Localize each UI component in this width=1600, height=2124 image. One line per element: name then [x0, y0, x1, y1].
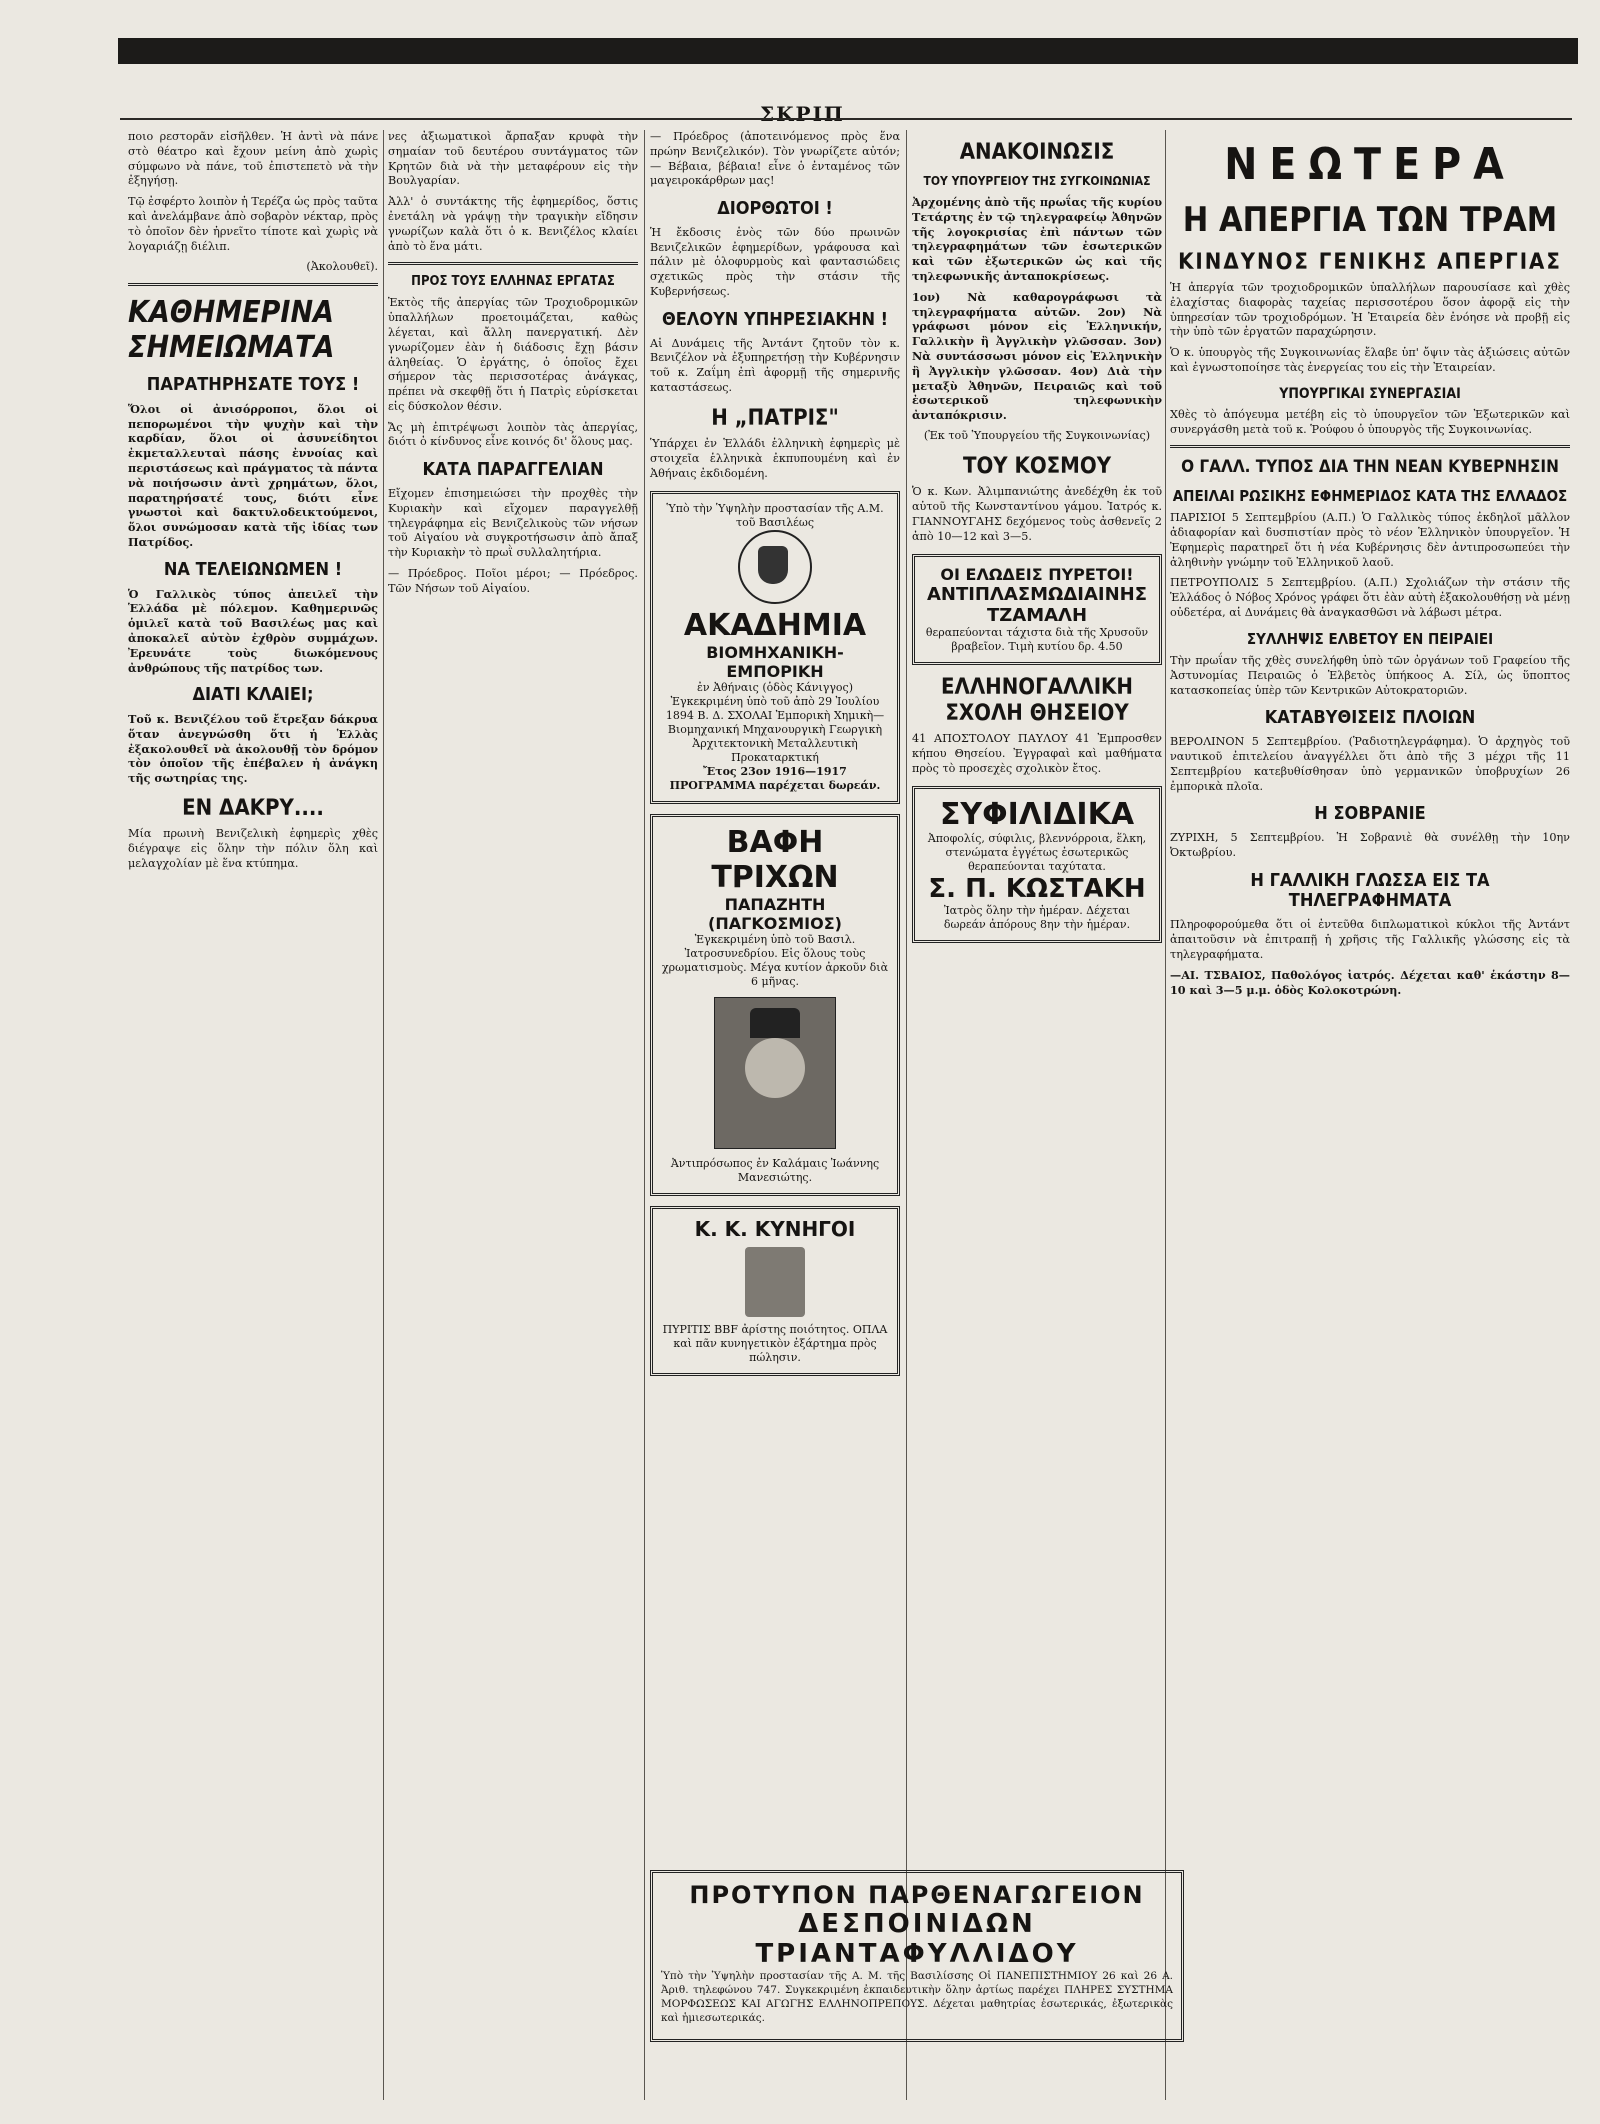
column-1 [128, 130, 378, 878]
headline: Ο ΓΑΛΛ. ΤΥΠΟΣ ΔΙΑ ΤΗΝ ΝΕΑΝ ΚΥΒΕΡΝΗΣΙΝ [1181, 457, 1559, 478]
ad-text: ἐν Ἀθήναις (ὁδὸς Κάνιγγος) Ἐγκεκριμένη ὑπὸ τοῦ ἀπὸ 29 Ἰουλίου 1894 Β. Δ. ΣΧΟΛΑΙ Ἐμπορικὴ Χημικὴ—Βιομηχανική Μηχανουργικὴ Γεωργικὴ Ἀρχιτεκτονικὴ Μεταλλευτικὴ Προκαταρκτική [665, 681, 885, 765]
article-text: Ἡ ἔκδοσις ἑνὸς τῶν δύο πρωινῶν Βενιζελικῶν ἐφημερίδων, γράφουσα καὶ πάλιν μὲ ὁλοφυρμοὺς καὶ φαντασιώδεις σχετικῶς πρὸς τὴν στάσιν τῆς Κυβερνήσεως. [650, 225, 900, 299]
article-text: Ἀλλ' ὁ συντάκτης τῆς ἐφημερίδος, ὅστις ἐνετάλη νὰ γράψῃ τὴν τραγικὴν εἴδησιν γνωρίζων καλὰ ὅτι ὁ κ. Βενιζέλος κλαίει ἀπὸ τὸ ἕνα μάτι. [388, 195, 638, 253]
academy-advertisement [650, 491, 900, 804]
ad-title: ΟΙ ΕΛΩΔΕΙΣ ΠΥΡΕΤΟΙ! [940, 565, 1134, 585]
headline: ΕΝ ΔΑΚΡΥ.... [182, 795, 324, 821]
headline: ΤΟΥ ΚΟΣΜΟΥ [962, 453, 1112, 479]
masthead: ΣΚΡΙΠ [760, 102, 845, 126]
column-2 [388, 130, 638, 603]
clinic-advertisement [912, 786, 1162, 943]
headline: ΑΠΕΙΛΑΙ ΡΩΣΙΚΗΣ ΕΦΗΜΕΡΙΔΟΣ ΚΑΤΑ ΤΗΣ ΕΛΛΑΔΟΣ [1172, 487, 1568, 505]
main-banner-title: ΝΕΩΤΕΡΑ [1224, 139, 1516, 190]
headline: ΚΑΤΑ ΠΑΡΑΓΓΕΛΙΑΝ [422, 459, 604, 481]
ad-text: Ἐγκεκριμένη ὑπὸ τοῦ Βασιλ. Ἰατροσυνεδρίου. Εἰς ὅλους τοὺς χρωματισμοὺς. Μέγα κυτίον ἀρκοῦν διὰ 6 μῆνας. [661, 933, 889, 989]
ad-title: ΑΚΑΔΗΜΙΑ [683, 608, 867, 644]
girls-school-advertisement [650, 1870, 1184, 2042]
article-text: νες ἀξιωματικοὶ ἄρπαξαν κρυφὰ τὴν σημαίαν τοῦ δευτέρου συντάγματος τῶν Κρητῶν διὰ νὰ τὴν μεταφέρουν εἰς τὴν Βουλγαρίαν. [388, 130, 638, 188]
main-subheadline: ΚΙΝΔΥΝΟΣ ΓΕΝΙΚΗΣ ΑΠΕΡΓΙΑΣ [1178, 249, 1562, 275]
article-text: Χθὲς τὸ ἀπόγευμα μετέβη εἰς τὸ ὑπουργεῖον τῶν Ἐξωτερικῶν καὶ συνεργάσθη μετὰ τοῦ κ. Ῥούφου ὁ ὑπουργὸς τῆς Συγκοινωνίας. [1170, 407, 1570, 436]
ad-title: ΒΑΦΗ ΤΡΙΧΩΝ [711, 825, 839, 896]
section-title: ΚΑΘΗΜΕΡΙΝΑ ΣΗΜΕΙΩΜΑΤΑ [128, 295, 335, 365]
ad-title: ΠΡΟΤΥΠΟΝ ΠΑΡΘΕΝΑΓΩΓΕΙΟΝ [689, 1881, 1145, 1909]
column-divider [1165, 130, 1166, 2100]
article-text: —ΑΙ. ΤΣΒΑΙΟΣ, Παθολόγος ἰατρός. Δέχεται καθ' ἑκάστην 8—10 καὶ 3—5 μ.μ. ὁδὸς Κολοκοτρώνη. [1170, 968, 1570, 998]
ad-title: ΣΥΦΙΛΙΔΙΚΑ [939, 797, 1135, 833]
article-text: Αἱ Δυνάμεις τῆς Ἀντάντ ζητοῦν τὸν κ. Βενιζέλον νὰ ἐξυπηρετήσῃ τὴν Κυβέρνησιν τοῦ κ. Ζαΐμη ἐπὶ ἀφορμῇ τῆς σημερινῆς καταστάσεως. [650, 336, 900, 394]
header-rule [120, 118, 1572, 120]
column-5 [1170, 130, 1570, 1004]
section-rule [1170, 445, 1570, 448]
ad-text: θεραπεύονται τάχιστα διὰ τῆς Χρυσοῦν βραβεῖον. Τιμὴ κυτίου δρ. 4.50 [925, 626, 1149, 654]
article-text: ΠΑΡΙΣΙΟΙ 5 Σεπτεμβρίου (Α.Π.) Ὁ Γαλλικὸς τύπος ἐκδηλοῖ μᾶλλον ἀδιαφορίαν καὶ δυσπιστίαν πρὸς τὸ νέον Ἑλληνικὸν ὑπουργεῖον. Ἡ Ἐφημερὶς παρατηρεῖ ὅτι ἡ νέα Κυβέρνησις δὲν ἀντιπροσωπεύει τὴν ἀληθινὴν γνώμην τοῦ Ἑλληνικοῦ λαοῦ. [1170, 511, 1570, 569]
headline: ΣΥΛΛΗΨΙΣ ΕΛΒΕΤΟΥ ΕΝ ΠΕΙΡΑΙΕΙ [1246, 629, 1494, 648]
article-text: 41 ΑΠΟΣΤΟΛΟΥ ΠΑΥΛΟΥ 41 Ἐμπροσθεν κήπου Θησείου. Ἐγγραφαὶ καὶ μαθήματα πρὸς τὸ προσεχὲς σχολικὸν ἔτος. [912, 731, 1162, 775]
ad-text: Ὑπὸ τὴν Ὑψηλὴν προστασίαν τῆς Α. Μ. τῆς Βασιλίσσης Οἱ ΠΑΝΕΠΙΣΤΗΜΙΟΥ 26 καὶ 26 Α. Ἀριθ. τηλεφώνου 747. Συγκεκριμένη ἐκπαιδευτικὴν ὅλην ἀρτίως παρέχει ΠΛΗΡΕΣ ΣΥΣΤΗΜΑ ΜΟΡΦΩΣΕΩΣ ΚΑΙ ΑΓΩΓΗΣ ΕΛΛΗΝΟΠΡΕΠΟΥΣ. Δέχεται μαθητρίας ἐσωτερικάς, ἐξωτερικὰς καὶ ἡμιεσωτερικάς. [661, 1970, 1173, 2024]
article-text: Ὁ κ. Κων. Ἀλιμπανιώτης ἀνεδέχθη ἐκ τοῦ αὐτοῦ τῆς Κωνσταντίνου γάμου. Ἰατρός κ. ΓΙΑΝΝΟΥΓΑΗΣ δεχόμενος τοὺς ἀσθενεῖς 2 ἀπὸ 10—12 καὶ 3—5. [912, 485, 1162, 543]
article-text: Τὴν πρωΐαν τῆς χθὲς συνελήφθη ὑπὸ τῶν ὀργάνων τοῦ Γραφείου τῆς Ἀστυνομίας Πειραιῶς ὁ Ἑλβετὸς ὑπήκοος Α. Σίλ, ὡς ὕποπτος κατασκοπείας ὑπὲρ τῶν Κεντρικῶν Αὐτοκρατοριῶν. [1170, 654, 1570, 697]
ad-text: Ὑπὸ τὴν Ὑψηλὴν προστασίαν τῆς Α.Μ. τοῦ Βασιλέως [666, 502, 884, 530]
ad-title: Σ. Π. ΚΩΣΤΑΚΗ [928, 874, 1146, 905]
ad-title: ΔΕΣΠΟΙΝΙΔΩΝ ΤΡΙΑΝΤΑΦΥΛΛΙΔΟΥ [755, 1909, 1079, 1969]
article-text: Ὑπάρχει ἐν Ἑλλάδι ἑλληνικὴ ἐφημερὶς μὲ στοιχεῖα ἑλληνικὰ ἐκπυπουμένη καὶ ἐν Ἀθήναις ἐκδιδομένη. [650, 437, 900, 480]
article-text: Εἴχομεν ἐπισημειώσει τὴν προχθὲς τὴν Κυριακὴν καὶ εἴχομεν παραγγελθῇ τηλεγράφημα εἰς Βενιζελικοὺς τῶν νήσων τοῦ Αἰγαίου νὰ συγκροτήσωσιν ἀπὸ ἄπαξ τὴν Κυριακὴν τὸ πρωῒ συλλαλητήρια. [388, 486, 638, 560]
ad-text: ΠΥΡΙΤΙΣ BBF ἀρίστης ποιότητος. ΟΠΛΑ καὶ πᾶν κυνηγετικὸν ἐξάρτημα πρὸς πώλησιν. [662, 1323, 888, 1365]
top-banner-bar [118, 38, 1578, 64]
article-text: ΠΕΤΡΟΥΠΟΛΙΣ 5 Σεπτεμβρίου. (Α.Π.) Σχολιάζων τὴν στάσιν τῆς Ἑλλάδος ὁ Νόβος Χρόνος γράφει ὅτι ἐὰν αὐτὴ ἐξακολουθήσῃ νὰ μένῃ οὐδετέρα, αἱ Δυνάμεις θὰ ἀναγκασθῶσι νὰ λάβωσι μέτρα. [1170, 576, 1570, 620]
column-divider [644, 130, 645, 2100]
headline: ΚΑΤΑΒΥΘΙΣΕΙΣ ΠΛΟΙΩΝ [1264, 707, 1476, 729]
article-text: Τοῦ κ. Βενιζέλου τοῦ ἔτρεξαν δάκρυα ὅταν ἀνεγνώσθη ὅτι ἡ Ἑλλὰς ἐξακολουθεῖ νὰ ἀκολουθῇ τὸν δρόμον τὸν ὁποῖον τῆς ἐπέβαλεν ἡ ἀνάγκη τῆς σωτηρίας της. [128, 711, 378, 786]
article-text: Ἄς μὴ ἐπιτρέψωσι λοιπὸν τὰς ἀπεργίας, διότι ὁ κίνδυνος εἶνε κοινός δι' ὅλους μας. [388, 420, 638, 449]
article-text: Μία πρωινὴ Βενιζελικὴ ἐφημερὶς χθὲς διέγραψε εἰς ὅλην τὴν πόλιν ὅλη καὶ μελαγχολίαν μὲ ἕνα κτύπημα. [128, 827, 378, 870]
hunters-advertisement [650, 1206, 900, 1376]
portrait-illustration [714, 997, 836, 1149]
section-rule [128, 283, 378, 286]
subheadline: ΤΟΥ ΥΠΟΥΡΓΕΙΟΥ ΤΗΣ ΣΥΓΚΟΙΝΩΝΙΑΣ [923, 174, 1151, 189]
article-text: Ἀρχομένης ἀπὸ τῆς πρωΐας τῆς κυρίου Τετάρτης ἐν τῷ τηλεγραφείῳ Ἀθηνῶν τῆς λογοκρισίας ἐπὶ πάντων τῶν τηλεγραφημάτων τῶν ἐσωτερικῶν καὶ τῶν ἐξωτερικῶν ὡς καὶ τῆς τηλεφωνικῆς ἀνταποκρίσεως. [912, 195, 1162, 284]
article-text: ΒΕΡΟΛΙΝΟΝ 5 Σεπτεμβρίου. (Ῥαδιοτηλεγράφημα). Ὁ ἀρχηγὸς τοῦ ναυτικοῦ ἐπιτελείου ἀναγγέλλει ὅτι ἀπὸ τῆς 3 μέχρι τῆς 11 Σεπτεμβρίου κατεβυθίσθησαν ὑπὸ γερμανικῶν ὑποβρυχίων 26 ἐμπορικὰ πλοῖα. [1170, 735, 1570, 793]
article-text: ΖΥΡΙΧΗ, 5 Σεπτεμβρίου. Ἡ Σοβρανιὲ θὰ συνέλθῃ τὴν 10ην Ὀκτωβρίου. [1170, 831, 1570, 859]
headline: ΘΕΛΟΥΝ ΥΠΗΡΕΣΙΑΚΗΝ ! [661, 308, 889, 330]
article-text: 1ον) Νὰ καθαρογράφωσι τὰ τηλεγραφήματα αὐτῶν. 2ον) Νὰ γράφωσι μόνον εἰς Ἑλληνικήν, Γαλλικὴν ἢ Ἀγγλικὴν γλῶσσαν. 3ον) Νὰ συντάσσωσι μόνον εἰς Ἑλληνικὴν ἢ Ἀγγλικὴν γλῶσσαν. 4ον) Διὰ τὴν μεταξὺ Ἀθηνῶν, Πειραιῶς καὶ τοῦ ἐσωτερικοῦ τηλεφωνικὴν ἀνταπόκρισιν. [912, 289, 1162, 423]
article-text: Πληροφορούμεθα ὅτι οἱ ἐντεῦθα διπλωματικοὶ κύκλοι τῆς Ἀντάντ ἀπαιτοῦσιν νὰ ἐπιτραπῇ ἡ χρῆσις τῆς Γαλλικῆς γλώσσης εἰς τὰ τηλεγραφήματα. [1170, 918, 1570, 961]
column-divider [906, 130, 907, 2100]
headline: ΔΙΟΡΘΩΤΟΙ ! [717, 198, 833, 220]
column-3 [650, 130, 900, 1386]
hunter-illustration [745, 1247, 805, 1317]
headline: Η ΣΟΒΡΑΝΙΕ [1314, 803, 1426, 825]
ad-text: Ἀποφολίς, σύφιλις, βλεννόρροια, ἕλκη, στενώματα ἐγγέτως ἐσωτερικῶς θεραπεύονται ταχύτατα. [927, 832, 1147, 874]
source-note: (Ἐκ τοῦ Ὑπουργείου τῆς Συγκοινωνίας) [923, 429, 1151, 443]
headline: Η „ΠΑΤΡΙΣ" [711, 405, 839, 431]
headline: ΔΙΑΤΙ ΚΛΑΙΕΙ; [192, 684, 314, 706]
headline: ΠΡΟΣ ΤΟΥΣ ΕΛΛΗΝΑΣ ΕΡΓΑΤΑΣ [411, 274, 615, 290]
headline: ΥΠΟΥΡΓΙΚΑΙ ΣΥΝΕΡΓΑΣΙΑΙ [1279, 385, 1461, 402]
ad-subtitle: ΠΑΠΑΖΗΤΗ (ΠΑΓΚΟΣΜΙΟΣ) [708, 895, 842, 934]
article-text: Ὁ Γαλλικὸς τύπος ἀπειλεῖ τὴν Ἑλλάδα μὲ πόλεμον. Καθημερινῶς ὁμιλεῖ κατὰ τοῦ Βασιλέως μας καὶ ἀποκαλεῖ αὐτὸν ἐχθρὸν συμμάχων. Ἐρευνάτε τοὺς διωκόμενους ἀνθρώπους τῆς πατρίδος των. [128, 586, 378, 675]
ad-text: Ἰατρὸς ὅλην τὴν ἡμέραν. Δέχεται δωρεάν ἀπόρους 8ην τὴν ἡμέραν. [943, 904, 1131, 932]
hair-dye-advertisement [650, 814, 900, 1196]
section-rule [388, 262, 638, 265]
ad-subtitle: ΒΙΟΜΗΧΑΝΙΚΗ-ΕΜΠΟΡΙΚΗ [706, 643, 844, 682]
continued-note: (Ἀκολουθεῖ). [306, 260, 378, 274]
ad-title: ΑΝΤΙΠΛΑΣΜΩΔΙΑΙΝΗΣ ΤΖΑΜΑΛΗ [926, 584, 1148, 627]
column-4 [912, 130, 1162, 953]
ad-title: Κ. Κ. ΚΥΝΗΓΟΙ [694, 1217, 856, 1242]
article-text: — Πρόεδρος (ἀποτεινόμενος πρὸς ἕνα πρώην Βενιζελικόν). Τὸν γνωρίζετε αὐτόν; — Βέβαια, βέβαια! εἶνε ὁ ἐνταμένος τῶν μαγειροκάρθρων μας! [650, 130, 900, 188]
article-text: Ἐκτὸς τῆς ἀπεργίας τῶν Τροχιοδρομικῶν ὑπαλλήλων προετοιμάζεται, καθὼς λέγεται, καὶ ἄλλη πανεργατική. Δὲν γνωρίζομεν ἐὰν ἡ διάδοσις ἔχῃ βάσιν ἀληθείας. Ὁ ἐργάτης, ὁ ὁποῖος ἔχει σήμερον τὰς περισσοτέρας ἀνάγκας, πρέπει νὰ σκεφθῇ ὅτι ἡ Πατρὶς εὑρίσκεται εἰς δύσκολον θέσιν. [388, 296, 638, 413]
ad-text: Ἔτος 23ον 1916—1917 ΠΡΟΓΡΑΜΜΑ παρέχεται δωρεάν. [669, 765, 881, 793]
fever-remedy-advertisement [912, 554, 1162, 665]
article-text: — Πρόεδρος. Ποῖοι μέροι; — Πρόεδρος. Τῶν Νήσων τοῦ Αἰγαίου. [388, 566, 638, 595]
royal-emblem-icon [738, 530, 812, 604]
headline: ΕΛΛΗΝΟΓΑΛΛΙΚΗ ΣΧΟΛΗ ΘΗΣΕΙΟΥ [941, 675, 1133, 726]
article-text: Ἡ ἀπεργία τῶν τροχιοδρομικῶν ὑπαλλήλων παρουσίασε καὶ χθὲς ἐλαχίστας διαφορὰς ταχείας περισσοτέρου ὅσον ἀφορᾷ εἰς τὴν ὑπηρεσίαν τῶν τροχιοδρόμων. Ἡ Ἐταιρεία δὲν ἐνόησε νὰ προβῇ εἰς τὴν ὑπὸ τῶν ἐργατῶν παραχώρησιν. [1170, 280, 1570, 339]
headline: Η ΓΑΛΛΙΚΗ ΓΛΩΣΣΑ ΕΙΣ ΤΑ ΤΗΛΕΓΡΑΦΗΜΑΤΑ [1250, 869, 1490, 912]
column-divider [383, 130, 384, 2100]
article-text: Τῷ ἐσφέρτο λοιπὸν ἡ Τερέζα ὡς πρὸς ταῦτα καὶ ἀνελάμβανε ἀπὸ σοβαρὸν νέκταρ, πρὸς τὸ ὁποῖον δὲν ἠρνεῖτο τίποτε καὶ χωρὶς νὰ λογαριάζῃ διέλιπ. [128, 195, 378, 253]
headline: ΝΑ ΤΕΛΕΙΩΝΩΜΕΝ ! [163, 558, 343, 580]
ad-text: Ἀντιπρόσωπος ἐν Καλάμαις Ἰωάννης Μανεσιώτης. [670, 1157, 880, 1185]
article-text: Ὅλοι οἱ ἀνισόρροποι, ὅλοι οἱ πεπορωμένοι τὴν ψυχὴν καὶ τὴν καρδίαν, ὅλοι οἱ ἀσυνείδητοι ἐκμεταλλευταὶ πάσης ἐννοίας καὶ περιστάσεως καὶ πράγματος τὰ πάντα νὰ ποιήσωσιν ἀντὶ χρημάτων, ὅλοι, παρατηρήσατέ τους, διότι εἶνε γνωστοὶ καὶ δακτυλοδεικτούμενοι, ὅλοι συνώμοσαν κατὰ τῆς ἰδίας των Πατρίδος. [128, 401, 378, 550]
headline: ΑΝΑΚΟΙΝΩΣΙΣ [959, 140, 1115, 165]
headline: ΠΑΡΑΤΗΡΗΣΑΤΕ ΤΟΥΣ ! [146, 374, 360, 396]
article-text: ποιο ρεστορᾶν εἰσῆλθεν. Ἡ ἀντὶ νὰ πάνε στὸ θέατρο καὶ ἔχουν μείνη ἀπὸ χωρὶς σύμφωνο νὰ πάνε, τοῦ ἐπιστεπετὸ νὰ τὴν ἐξηγήσῃ. [128, 130, 378, 188]
main-headline: Η ΑΠΕΡΓΙΑ ΤΩΝ ΤΡΑΜ [1182, 199, 1558, 240]
article-text: Ὁ κ. ὑπουργὸς τῆς Συγκοινωνίας ἔλαβε ὑπ' ὄψιν τὰς ἀξιώσεις αὐτῶν καὶ ἐγνωστοποίησε τὰς ἐνεργείας του εἰς τὴν Ἐταιρείαν. [1170, 346, 1570, 374]
